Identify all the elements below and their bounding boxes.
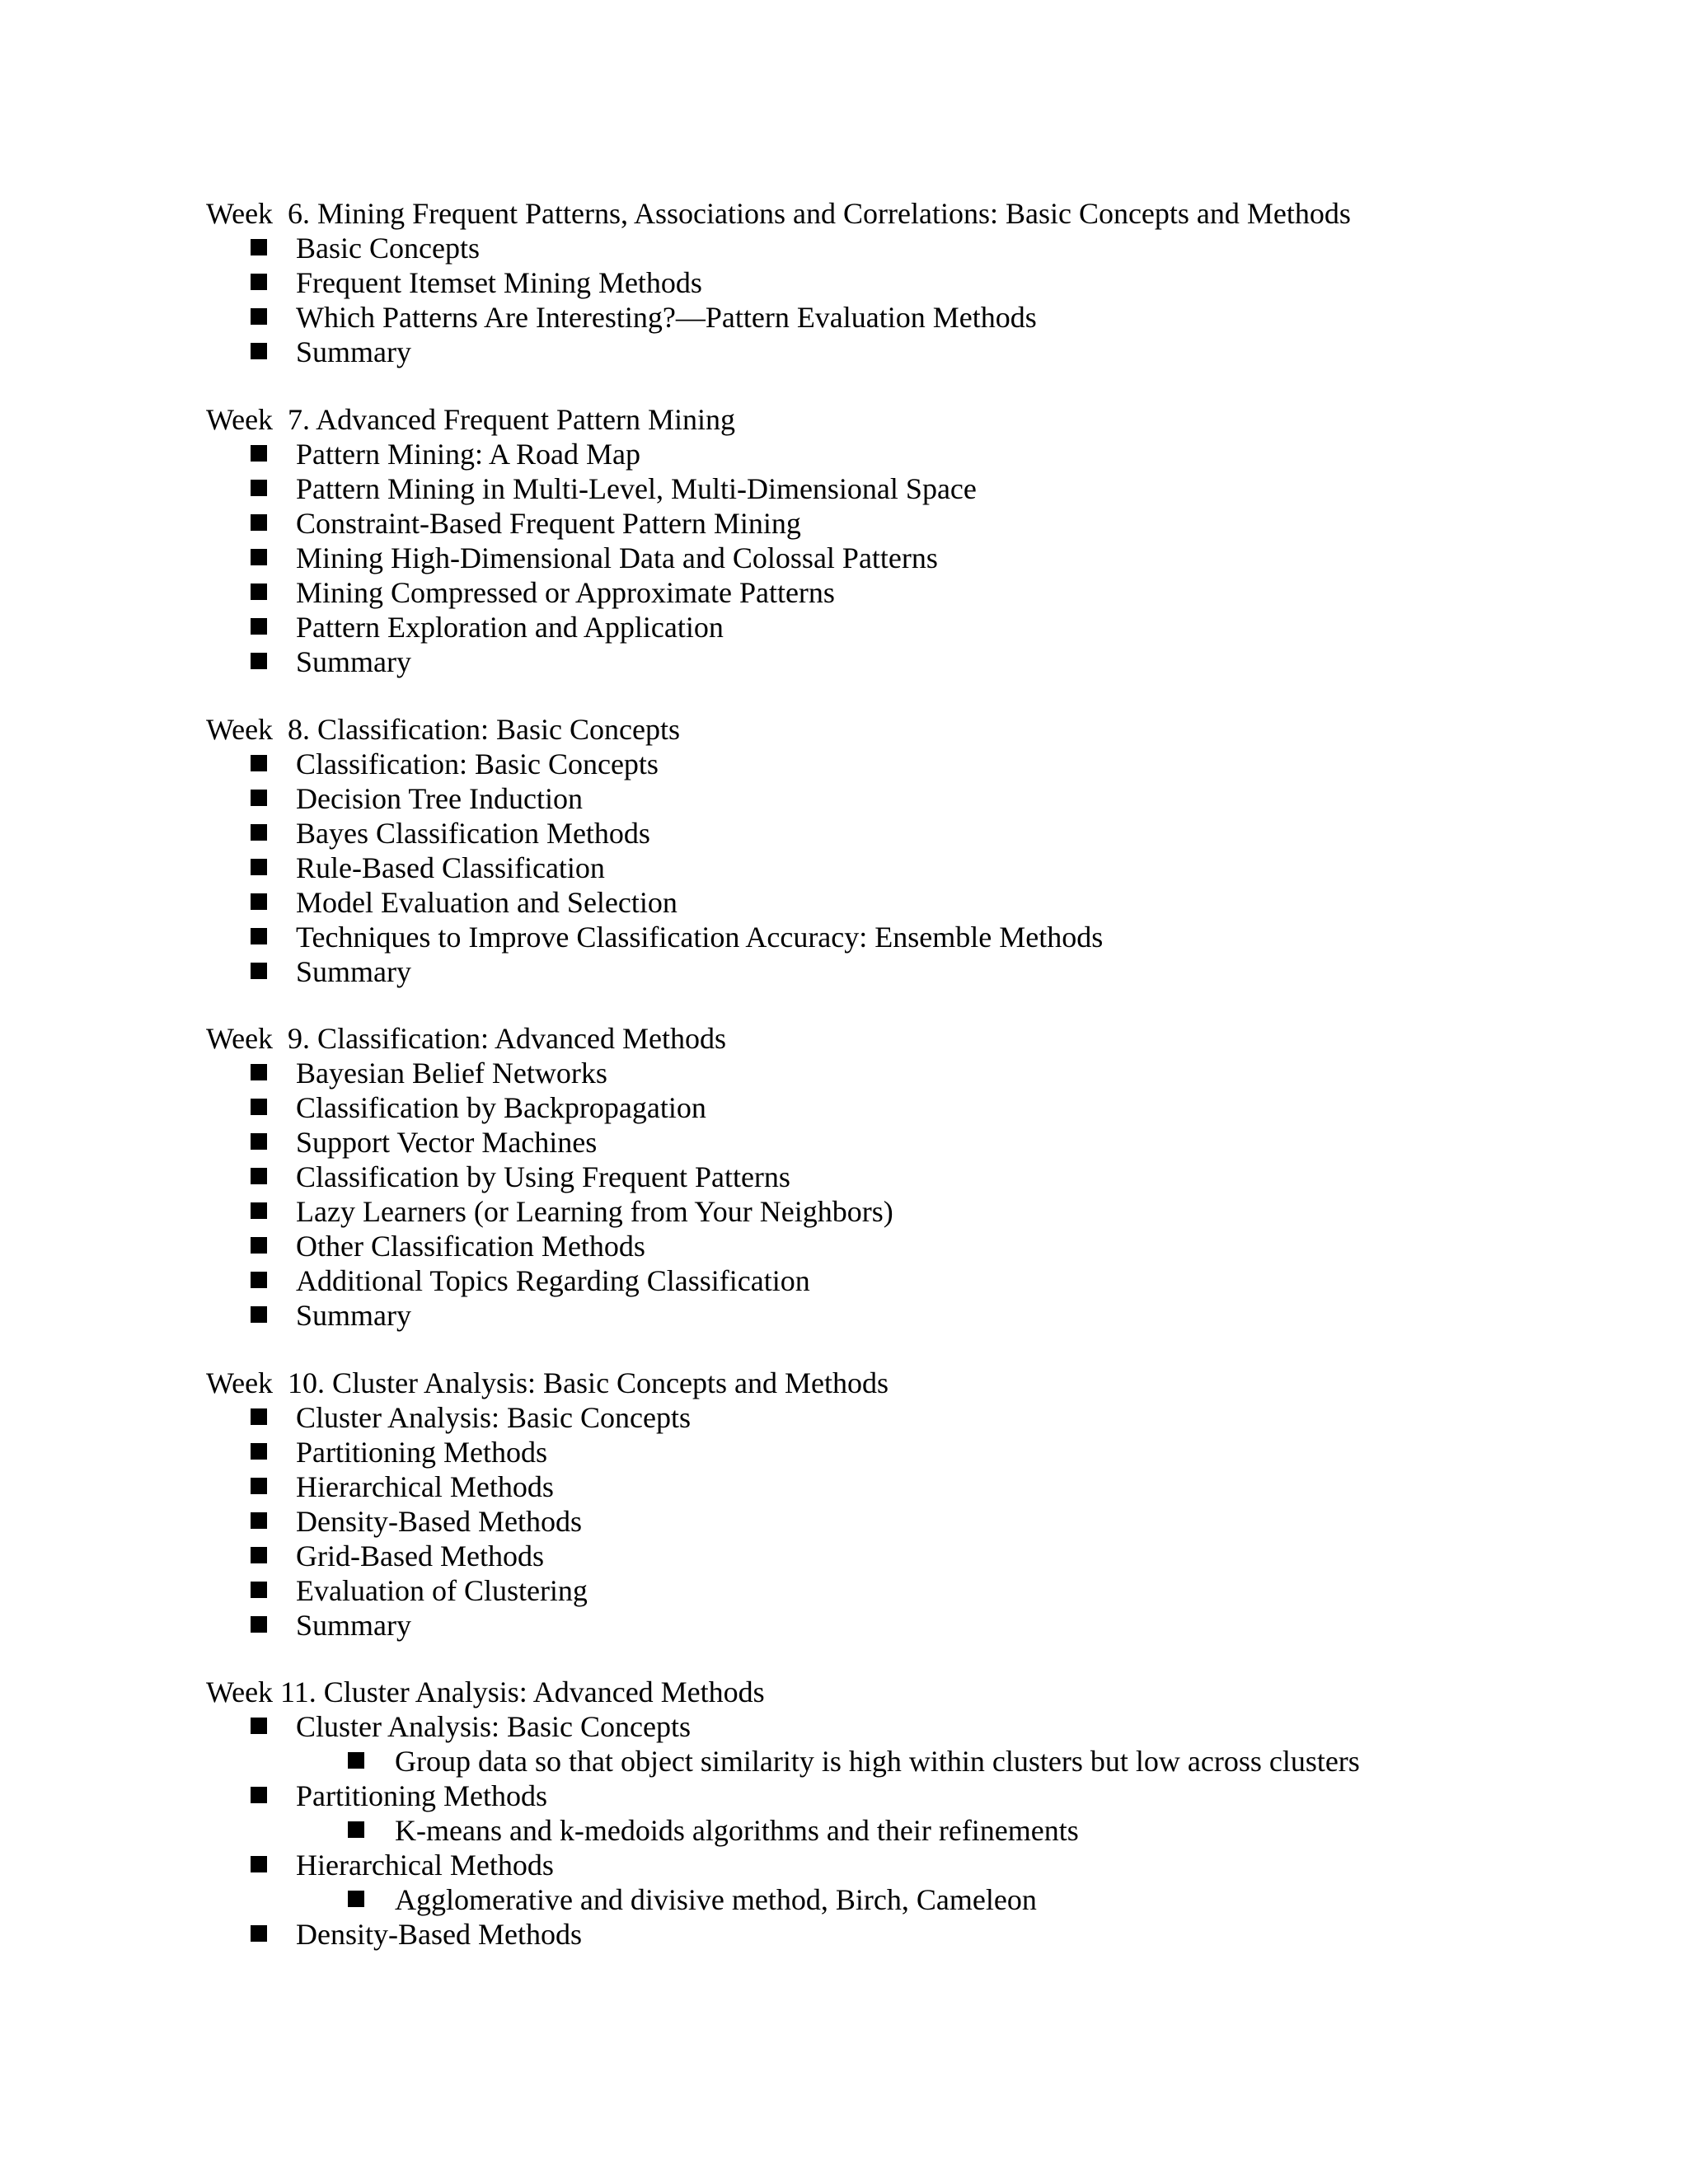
square-bullet-icon (251, 1306, 267, 1323)
square-bullet-icon (251, 1582, 267, 1598)
sub-list-item-label: Group data so that object similarity is high within clusters but low across clusters (395, 1745, 1360, 1778)
list-item (206, 885, 1657, 920)
list-item-label: Density-Based Methods (296, 1918, 582, 1951)
list-item-label: Bayesian Belief Networks (296, 1057, 607, 1090)
sub-list-item (206, 1744, 1657, 1779)
list-item (206, 1848, 1657, 1882)
square-bullet-icon (251, 618, 267, 635)
list-item-label: Classification by Backpropagation (296, 1091, 706, 1124)
list-item (206, 300, 1657, 335)
list-item (206, 1435, 1657, 1469)
square-bullet-icon (251, 1856, 267, 1872)
week-section (206, 1675, 1657, 1952)
list-item (206, 644, 1657, 679)
list-item-label: Cluster Analysis: Basic Concepts (296, 1710, 691, 1743)
list-item-label: Frequent Itemset Mining Methods (296, 266, 702, 299)
square-bullet-icon (348, 1821, 364, 1838)
list-item-label: Mining Compressed or Approximate Patterns (296, 576, 835, 609)
sub-list-item (206, 1882, 1657, 1917)
list-item-label: Model Evaluation and Selection (296, 886, 678, 919)
square-bullet-icon (251, 308, 267, 325)
square-bullet-icon (251, 824, 267, 841)
list-item-label: Evaluation of Clustering (296, 1574, 588, 1607)
list-item (206, 1608, 1657, 1643)
list-item-label: Bayes Classification Methods (296, 817, 650, 850)
list-item-label: Which Patterns Are Interesting?—Pattern Evaluation Methods (296, 301, 1037, 334)
list-item (206, 610, 1657, 644)
list-item (206, 231, 1657, 265)
list-item-label: Constraint-Based Frequent Pattern Mining (296, 507, 801, 540)
list-item (206, 1160, 1657, 1194)
square-bullet-icon (251, 928, 267, 944)
square-bullet-icon (251, 653, 267, 669)
square-bullet-icon (251, 1064, 267, 1080)
list-item (206, 1298, 1657, 1333)
square-bullet-icon (251, 343, 267, 359)
list-item (206, 1539, 1657, 1573)
list-item (206, 1090, 1657, 1125)
list-item-label: Techniques to Improve Classification Accuracy: Ensemble Methods (296, 921, 1104, 954)
week-title: Week 8. Classification: Basic Concepts (206, 713, 680, 746)
list-item-label: Summary (296, 1609, 411, 1642)
week-title: Week 7. Advanced Frequent Pattern Mining (206, 403, 735, 436)
list-item (206, 1263, 1657, 1298)
list-item (206, 747, 1657, 781)
sub-list-item (206, 1813, 1657, 1848)
list-item (206, 1400, 1657, 1435)
square-bullet-icon (251, 1443, 267, 1460)
list-item-label: Pattern Mining in Multi-Level, Multi-Dimensional Space (296, 472, 977, 505)
list-item-label: Summary (296, 1299, 411, 1332)
list-item-label: Classification: Basic Concepts (296, 748, 659, 780)
square-bullet-icon (251, 1168, 267, 1184)
sub-list-item-label: K-means and k-medoids algorithms and their refinements (395, 1814, 1079, 1847)
square-bullet-icon (251, 1202, 267, 1219)
square-bullet-icon (251, 790, 267, 806)
list-item (206, 1194, 1657, 1229)
list-item (206, 1709, 1657, 1744)
list-item (206, 954, 1657, 989)
square-bullet-icon (251, 859, 267, 875)
week-section (206, 402, 1657, 679)
square-bullet-icon (251, 1272, 267, 1288)
list-item (206, 575, 1657, 610)
square-bullet-icon (251, 1616, 267, 1633)
list-item (206, 851, 1657, 885)
week-title: Week 11. Cluster Analysis: Advanced Methods (206, 1675, 765, 1708)
list-item-label: Classification by Using Frequent Patterns (296, 1160, 790, 1193)
square-bullet-icon (251, 1099, 267, 1115)
list-item (206, 816, 1657, 851)
square-bullet-icon (251, 480, 267, 496)
list-item (206, 506, 1657, 541)
list-item-label: Pattern Exploration and Application (296, 611, 724, 644)
square-bullet-icon (251, 1718, 267, 1734)
list-item (206, 781, 1657, 816)
list-item-label: Grid-Based Methods (296, 1540, 544, 1572)
square-bullet-icon (251, 893, 267, 910)
square-bullet-icon (251, 549, 267, 565)
square-bullet-icon (251, 1478, 267, 1494)
list-item-label: Mining High-Dimensional Data and Colossal Patterns (296, 541, 938, 574)
sub-list-item-label: Agglomerative and divisive method, Birch, Cameleon (395, 1883, 1037, 1916)
square-bullet-icon (251, 1408, 267, 1425)
list-item (206, 437, 1657, 471)
list-item-label: Summary (296, 645, 411, 678)
week-section (206, 1366, 1657, 1643)
square-bullet-icon (348, 1752, 364, 1769)
list-item (206, 1469, 1657, 1504)
list-item-label: Hierarchical Methods (296, 1849, 554, 1882)
week-title: Week 9. Classification: Advanced Methods (206, 1022, 726, 1055)
week-title: Week 6. Mining Frequent Patterns, Associations and Correlations: Basic Concepts and Methods (206, 197, 1351, 230)
list-item-label: Support Vector Machines (296, 1126, 598, 1159)
list-item-label: Density-Based Methods (296, 1505, 582, 1538)
list-item-label: Other Classification Methods (296, 1230, 645, 1263)
list-item (206, 471, 1657, 506)
list-item-label: Pattern Mining: A Road Map (296, 438, 640, 471)
list-item (206, 335, 1657, 369)
square-bullet-icon (251, 1133, 267, 1150)
square-bullet-icon (251, 1237, 267, 1254)
square-bullet-icon (251, 239, 267, 255)
week-section (206, 712, 1657, 989)
list-item-label: Additional Topics Regarding Classification (296, 1264, 810, 1297)
square-bullet-icon (251, 274, 267, 290)
square-bullet-icon (251, 1512, 267, 1529)
list-item (206, 1125, 1657, 1160)
list-item (206, 1917, 1657, 1952)
square-bullet-icon (251, 445, 267, 462)
week-title: Week 10. Cluster Analysis: Basic Concepts and Methods (206, 1366, 889, 1399)
list-item (206, 920, 1657, 954)
square-bullet-icon (251, 1925, 267, 1942)
list-item-label: Summary (296, 955, 411, 988)
list-item-label: Partitioning Methods (296, 1436, 547, 1469)
list-item (206, 1229, 1657, 1263)
list-item-label: Hierarchical Methods (296, 1470, 554, 1503)
list-item-label: Lazy Learners (or Learning from Your Neighbors) (296, 1195, 893, 1228)
list-item-label: Summary (296, 335, 411, 368)
list-item-label: Partitioning Methods (296, 1779, 547, 1812)
week-section (206, 1021, 1657, 1333)
square-bullet-icon (251, 963, 267, 979)
list-item-label: Basic Concepts (296, 232, 480, 265)
square-bullet-icon (251, 514, 267, 531)
week-section (206, 196, 1657, 369)
square-bullet-icon (348, 1891, 364, 1907)
list-item-label: Rule-Based Classification (296, 851, 605, 884)
list-item-label: Decision Tree Induction (296, 782, 583, 815)
list-item (206, 1779, 1657, 1813)
list-item-label: Cluster Analysis: Basic Concepts (296, 1401, 691, 1434)
square-bullet-icon (251, 583, 267, 600)
list-item (206, 1504, 1657, 1539)
list-item (206, 1056, 1657, 1090)
square-bullet-icon (251, 1787, 267, 1803)
square-bullet-icon (251, 1547, 267, 1563)
square-bullet-icon (251, 755, 267, 771)
list-item (206, 265, 1657, 300)
list-item (206, 1573, 1657, 1608)
list-item (206, 541, 1657, 575)
